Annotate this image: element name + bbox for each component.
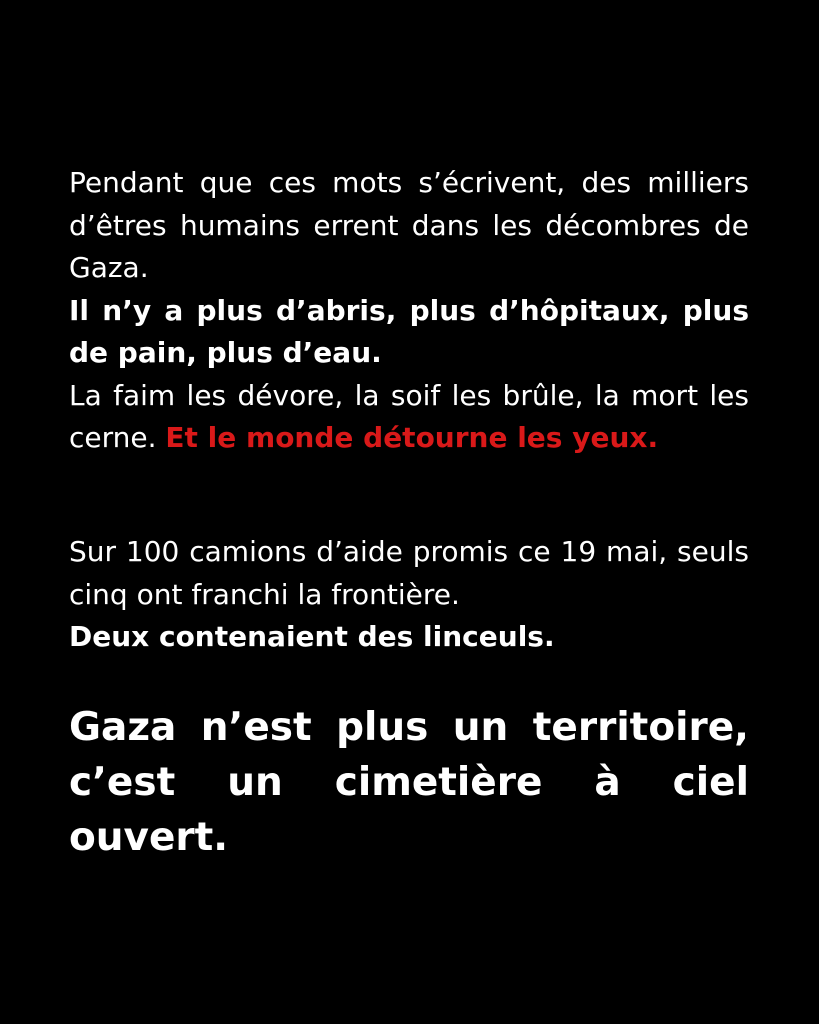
paragraph-aid-trucks [69,531,749,659]
hunger-text: La faim les dévore, la soif les brûle, la mort les cerne. [69,378,749,454]
bold-shortages-text: Il n’y a plus d’abris, plus d’hôpitaux, plus de pain, plus d’eau. [69,293,749,369]
aid-trucks-text: Sur 100 camions d’aide promis ce 19 mai, seuls cinq ont franchi la frontière. [69,535,749,611]
paragraph-gaza-ruins [69,162,749,460]
red-world-looks-away-text: Et le monde détourne les yeux. [165,421,659,454]
intro-text: Pendant que ces mots s’écrivent, des milliers d’êtres humains errent dans les décombres de Gaza. [69,166,749,284]
conclusion-headline [69,700,749,865]
conclusion-text: Gaza n’est plus un territoire, c’est un cimetière à ciel ouvert. [69,705,749,860]
bold-shrouds-text: Deux contenaient des linceuls. [69,620,555,653]
